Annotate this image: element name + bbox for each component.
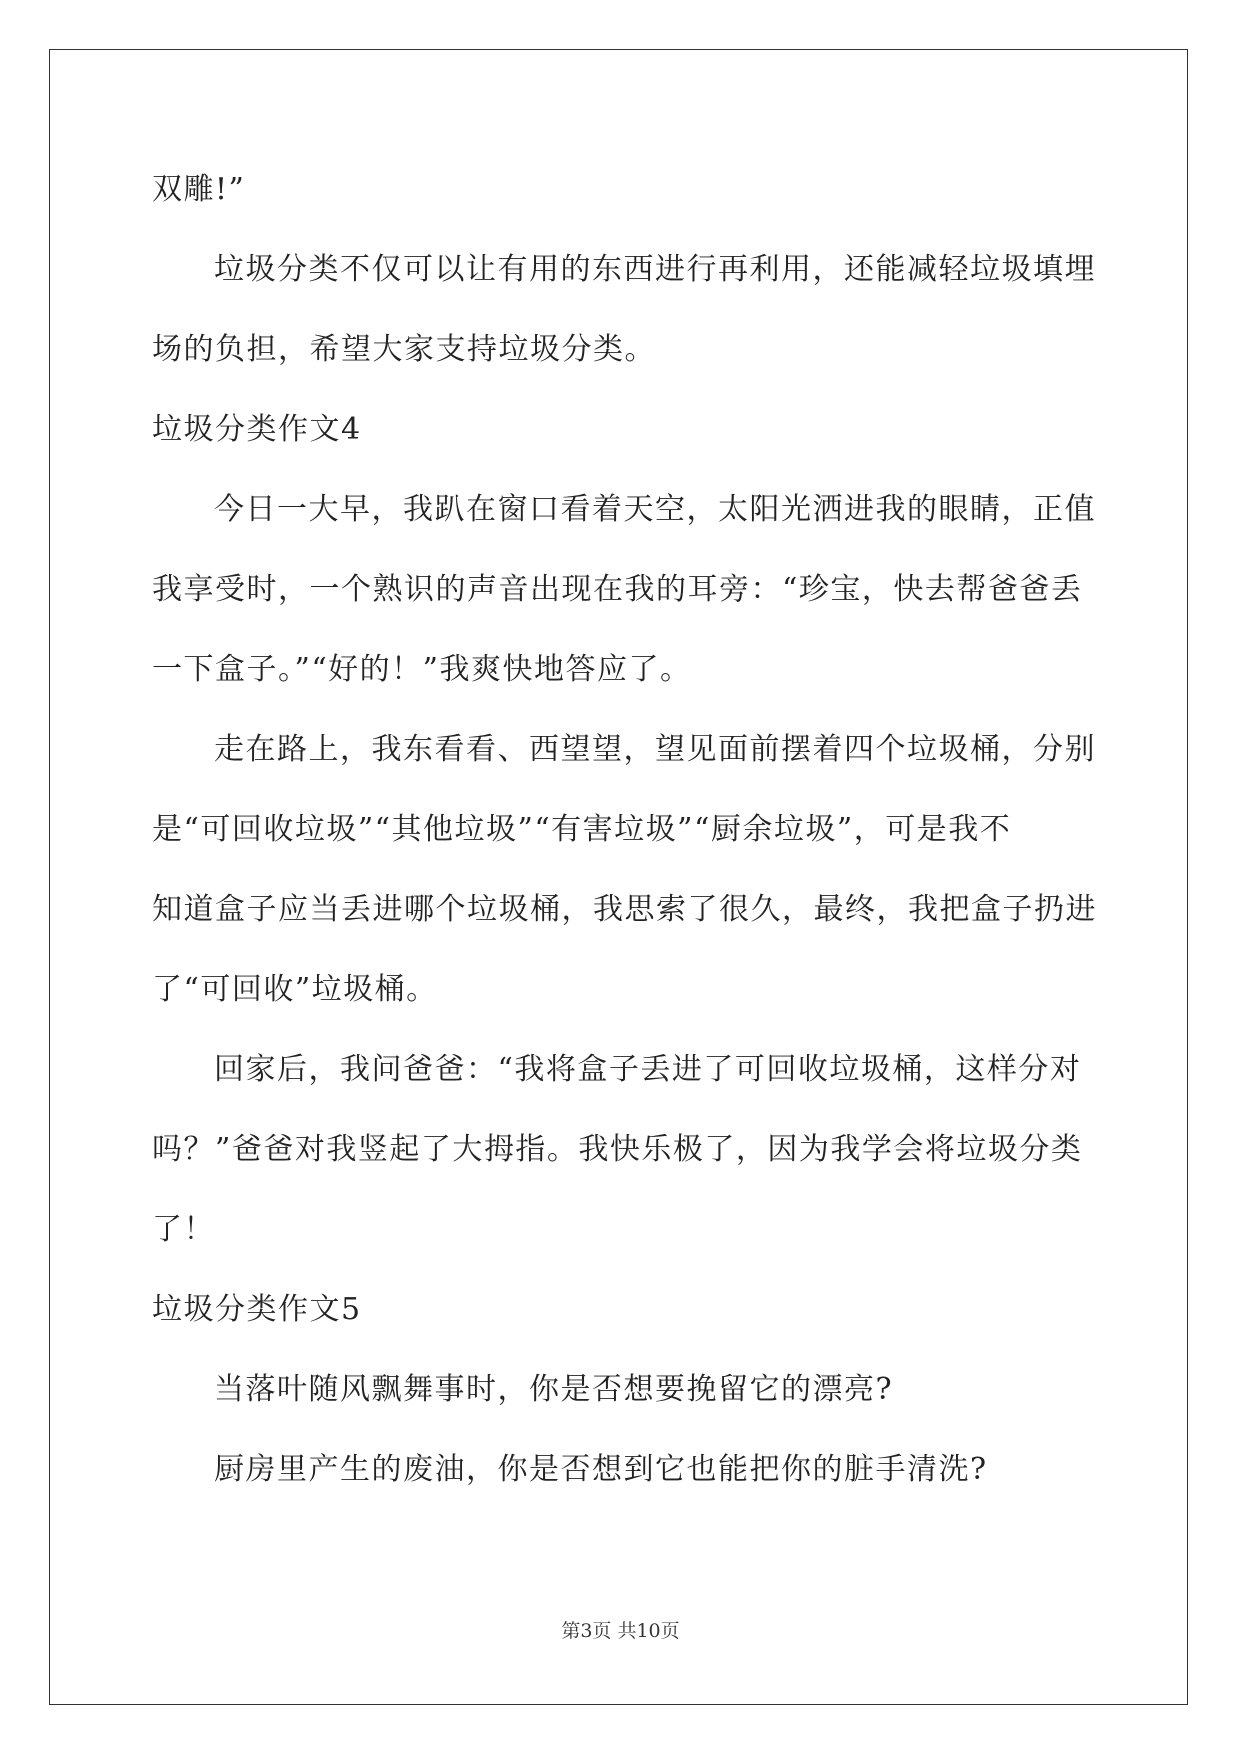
paragraph-line: 回家后，我问爸爸：“我将盒子丢进了可回收垃圾桶，这样分对 [214,1052,1082,1087]
paragraph-line: 厨房里产生的废油，你是否想到它也能把你的脏手清洗? [214,1452,988,1487]
paragraph-line: 是“可回收垃圾”“其他垃圾”“有害垃圾”“厨余垃圾”，可是我不 [152,812,1012,847]
paragraph-line: 了！ [152,1212,215,1247]
paragraph-line: 垃圾分类不仅可以让有用的东西进行再利用，还能减轻垃圾填埋 [214,252,1096,287]
paragraph-line: 吗？”爸爸对我竖起了大拇指。我快乐极了，因为我学会将垃圾分类 [152,1132,1083,1167]
paragraph-line: 一下盒子。”“好的！”我爽快地答应了。 [152,652,692,687]
paragraph-line: 了“可回收”垃圾桶。 [152,972,438,1007]
paragraph-line: 今日一大早，我趴在窗口看着天空，太阳光洒进我的眼睛，正值 [214,492,1096,527]
paragraph-line: 知道盒子应当丢进哪个垃圾桶，我思索了很久，最终，我把盒子扔进 [152,892,1097,927]
paragraph-line: 双雕!” [152,172,246,207]
paragraph-line: 走在路上，我东看看、西望望，望见面前摆着四个垃圾桶，分别 [214,732,1096,767]
paragraph-line: 我享受时，一个熟识的声音出现在我的耳旁：“珍宝，快去帮爸爸丢 [152,572,1083,607]
page-number-footer: 第3页 共10页 [561,1620,680,1642]
section-heading: 垃圾分类作文5 [152,1292,362,1327]
paragraph-line: 当落叶随风飘舞事时，你是否想要挽留它的漂亮? [214,1372,894,1407]
paragraph-line: 场的负担，希望大家支持垃圾分类。 [152,332,656,367]
section-heading: 垃圾分类作文4 [152,412,362,447]
